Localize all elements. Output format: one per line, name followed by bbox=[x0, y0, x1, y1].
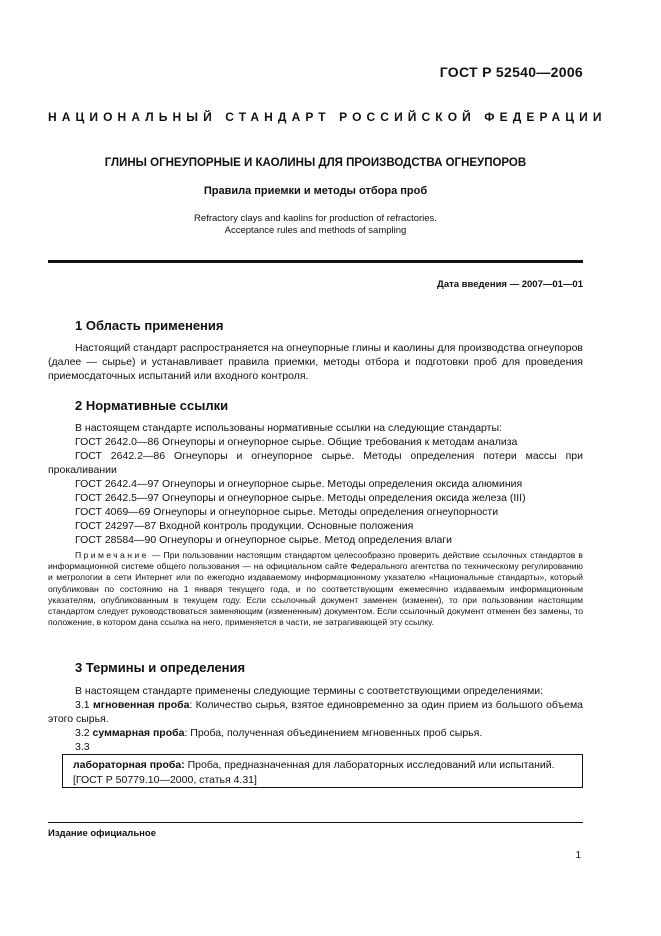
term-composite-sample bbox=[75, 726, 583, 740]
english-title-line: Acceptance rules and methods of sampling bbox=[224, 225, 407, 236]
term-number: 3.3 bbox=[75, 741, 90, 753]
section-heading-references: 2 Нормативные ссылки bbox=[75, 398, 229, 413]
term-number: 3.2 bbox=[75, 727, 90, 739]
page-number: 1 bbox=[575, 850, 581, 861]
document-title: ГЛИНЫ ОГНЕУПОРНЫЕ И КАОЛИНЫ ДЛЯ ПРОИЗВОДСТВА ОГНЕУПОРОВ bbox=[104, 157, 527, 169]
section-scope-text bbox=[48, 341, 583, 383]
term-source: [ГОСТ Р 50779.10—2000, статья 4.31] bbox=[73, 774, 257, 786]
reference-item: ГОСТ 2642.5—97 Огнеупоры и огнеупорное сырье. Методы определения оксида железа (III) bbox=[75, 492, 526, 504]
title-divider bbox=[48, 260, 583, 263]
term-name: мгновенная проба bbox=[92, 699, 190, 711]
term-name: суммарная проба bbox=[92, 727, 185, 739]
reference-item: ГОСТ 2642.4—97 Огнеупоры и огнеупорное сырье. Методы определения оксида алюминия bbox=[75, 478, 523, 490]
term-number: 3.1 bbox=[75, 699, 90, 711]
term-definition: : Проба, полученная объединением мгновенных проб сырья. bbox=[184, 727, 483, 739]
intro-date: Дата введения — 2007—01—01 bbox=[437, 279, 583, 290]
references-intro: В настоящем стандарте использованы нормативные ссылки на следующие стандарты: bbox=[75, 422, 502, 434]
reference-item: ГОСТ 24297—87 Входной контроль продукции. Основные положения bbox=[75, 520, 414, 532]
references-note bbox=[48, 550, 583, 628]
term-laboratory-sample bbox=[73, 758, 555, 772]
reference-item: ГОСТ 2642.0—86 Огнеупоры и огнеупорное сырье. Общие требования к методам анализа bbox=[75, 436, 518, 448]
reference-item: ГОСТ 28584—90 Огнеупоры и огнеупорное сырье. Метод определения влаги bbox=[75, 534, 453, 546]
section-heading-terms: 3 Термины и определения bbox=[75, 660, 246, 675]
term-definition: : Количество сырья, взятое единовременно за один прием из большого объема этого сырья. bbox=[48, 699, 584, 725]
reference-item: ГОСТ 4069—69 Огнеупоры и огнеупорное сырье. Методы определения огнеупорности bbox=[75, 506, 499, 518]
national-standard-banner: НАЦИОНАЛЬНЫЙ СТАНДАРТ РОССИЙСКОЙ ФЕДЕРАЦИИ bbox=[48, 110, 607, 124]
terms-intro: В настоящем стандарте применены следующие термины с соответствующими определениями: bbox=[75, 685, 544, 697]
english-title bbox=[48, 213, 583, 237]
reference-item-text: ГОСТ 2642.2—86 Огнеупоры и огнеупорное сырье. Методы определения потери массы при прокаливании bbox=[48, 450, 583, 476]
section-heading-scope: 1 Область применения bbox=[75, 318, 224, 333]
term-laboratory-sample-box bbox=[62, 754, 583, 788]
term-instant-sample bbox=[48, 698, 583, 726]
note-label: Примечание bbox=[75, 550, 149, 560]
reference-item bbox=[48, 449, 583, 477]
paragraph-text: Настоящий стандарт распространяется на огнеупорные глины и каолины для производства огнеупоров (далее — сырье) и устанавливает правила приемки, методы отбора и подготовки проб для проведения приемосдаточных испытаний или входного контроля. bbox=[48, 342, 583, 382]
english-title-line: Refractory clays and kaolins for production of refractories. bbox=[194, 213, 437, 224]
footer-divider bbox=[48, 822, 583, 823]
term-definition: Проба, предназначенная для лабораторных исследований или испытаний. bbox=[184, 759, 555, 771]
doc-number: ГОСТ Р 52540—2006 bbox=[439, 64, 583, 80]
official-edition-label: Издание официальное bbox=[48, 828, 156, 839]
term-name: лабораторная проба: bbox=[73, 759, 185, 771]
document-subtitle: Правила приемки и методы отбора проб bbox=[203, 185, 428, 197]
note-text: — При пользовании настоящим стандартом целесообразно проверить действие ссылочных стандартов в информационной системе общего пользования — на официальном сайте Федерального агентства по техническому регулированию и метрологии в сети Интернет или по ежегодно издаваемому информационному указателю «Национальные стандарты», который опубликован по состоянию на 1 января текущего года, и по соответствующим ежемесячно издаваемым информационным указателям, опубликованным в текущем году. Если ссылочный документ заменен (изменен), то при пользовании настоящим стандартом следует руководствоваться заменяющим (измененным) документом. Если ссылочный документ отменен без замены, то положение, в котором дана ссылка на него, применяется в части, не затрагивающей эту ссылку. bbox=[48, 550, 583, 628]
